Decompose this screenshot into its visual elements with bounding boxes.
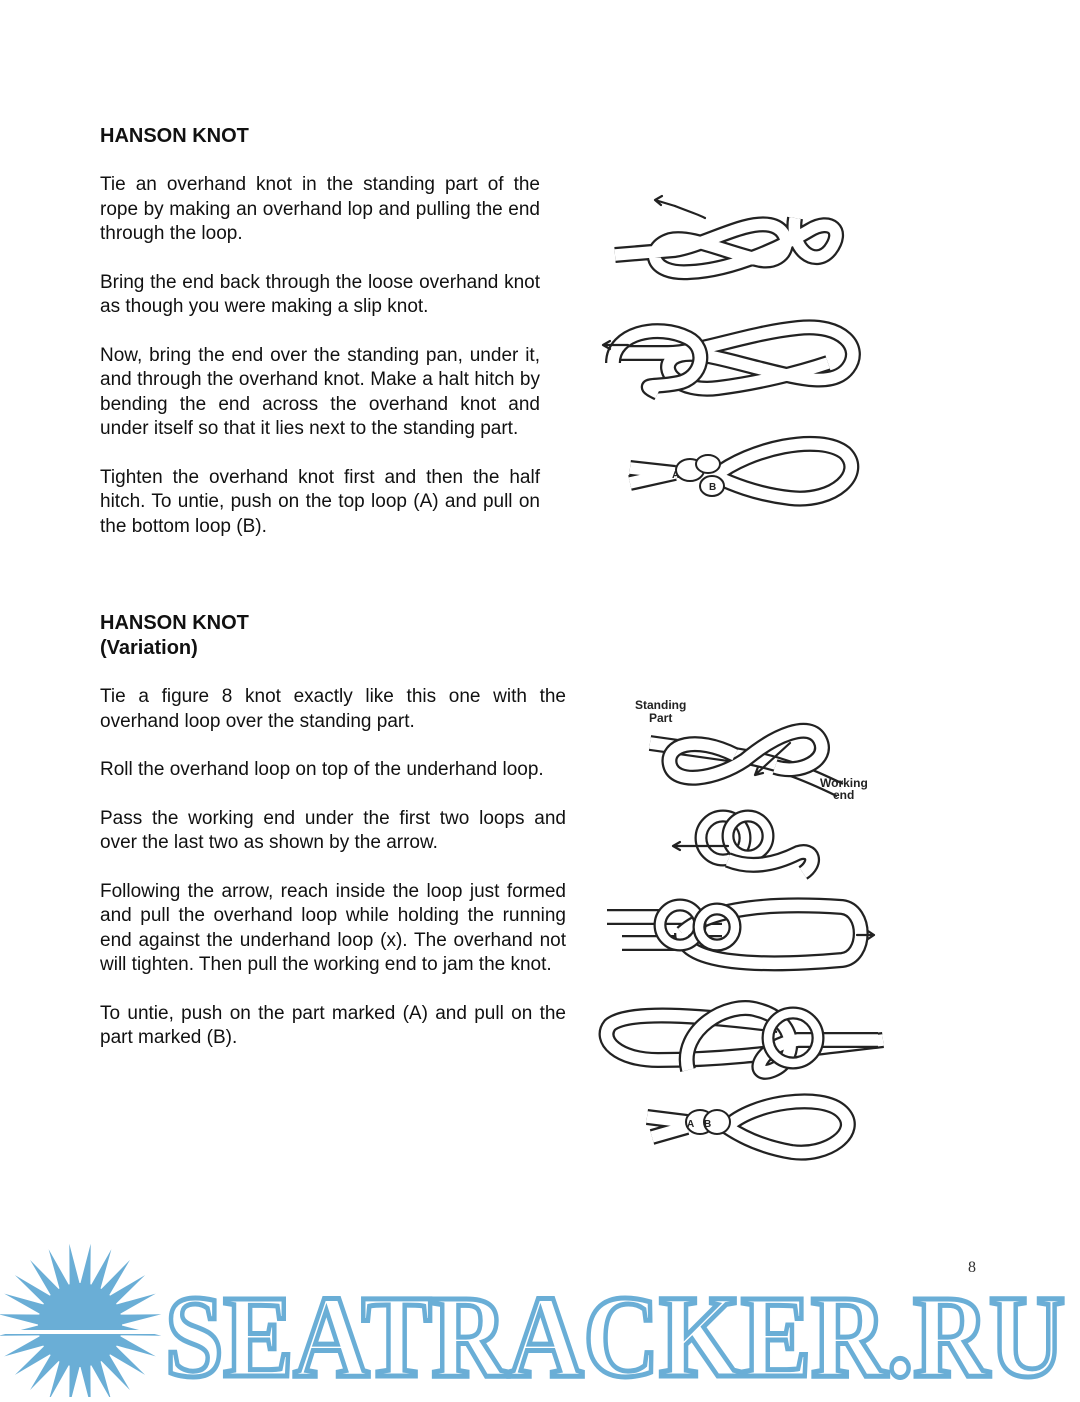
variation-figure-step-1 [625, 695, 885, 805]
section-hanson-knot [100, 124, 540, 563]
section-heading-group [100, 611, 566, 661]
paragraph: Following the arrow, reach inside the loop just formed and pull the overhand loop while holding the running end against the underhand loop (x). The overhand not will tighten. Then pull the working end to jam the knot. [100, 880, 566, 975]
sun-logo [0, 1230, 1080, 1397]
sun-icon [38, 1283, 122, 1367]
figure-label-a: A [687, 1119, 695, 1130]
variation-figure-step-3 [602, 895, 882, 975]
knot-figure-step-2 [598, 308, 868, 408]
paragraph: Bring the end back through the loose overhand knot as though you were making a slip knot. [100, 271, 540, 317]
paragraph: Now, bring the end over the standing pan, under it, and through the overhand knot. Make a halt hitch by bending the end across the overhand knot and under itself so that it lies next to the standing part. [100, 344, 540, 439]
variation-figure-step-5 [642, 1092, 862, 1167]
paragraph: Tie a figure 8 knot exactly like this one with the overhand loop over the standing part. [100, 686, 566, 732]
paragraph: Roll the overhand loop on top of the underhand loop. [100, 759, 544, 780]
label-working: Working [820, 776, 868, 790]
figure-label-a: A [672, 470, 680, 481]
section-hanson-knot-variation [100, 611, 566, 1075]
section-heading: HANSON KNOT [100, 125, 249, 147]
page-number: 8 [968, 1259, 976, 1276]
footer-watermark [0, 1230, 1080, 1397]
label-part: Part [649, 711, 673, 725]
paragraph: Tie an overhand knot in the standing part of the rope by making an overhand lop and pulling the end through the loop. [100, 174, 540, 244]
knot-figure-step-1 [595, 190, 865, 290]
variation-figure-step-4 [598, 990, 898, 1090]
paragraph: To untie, push on the part marked (A) and pull on the part marked (B). [100, 1002, 566, 1048]
watermark-text: SEATRACKER.RU [165, 1271, 1065, 1397]
section-subheading: (Variation) [100, 637, 198, 659]
section-heading: HANSON KNOT [100, 612, 249, 634]
figure-label-b: B [709, 482, 717, 493]
paragraph: Tighten the overhand knot first and then the half hitch. To untie, push on the top loop (A) and pull on the bottom loop (B). [100, 466, 540, 537]
label-end: end [833, 788, 855, 802]
paragraph: Pass the working end under the first two loops and over the last two as shown by the arrow. [100, 807, 566, 853]
knot-figure-step-3 [620, 428, 860, 518]
figure-label-b: B [704, 1119, 712, 1130]
label-standing: Standing [635, 698, 687, 712]
variation-figure-step-2 [668, 808, 818, 888]
